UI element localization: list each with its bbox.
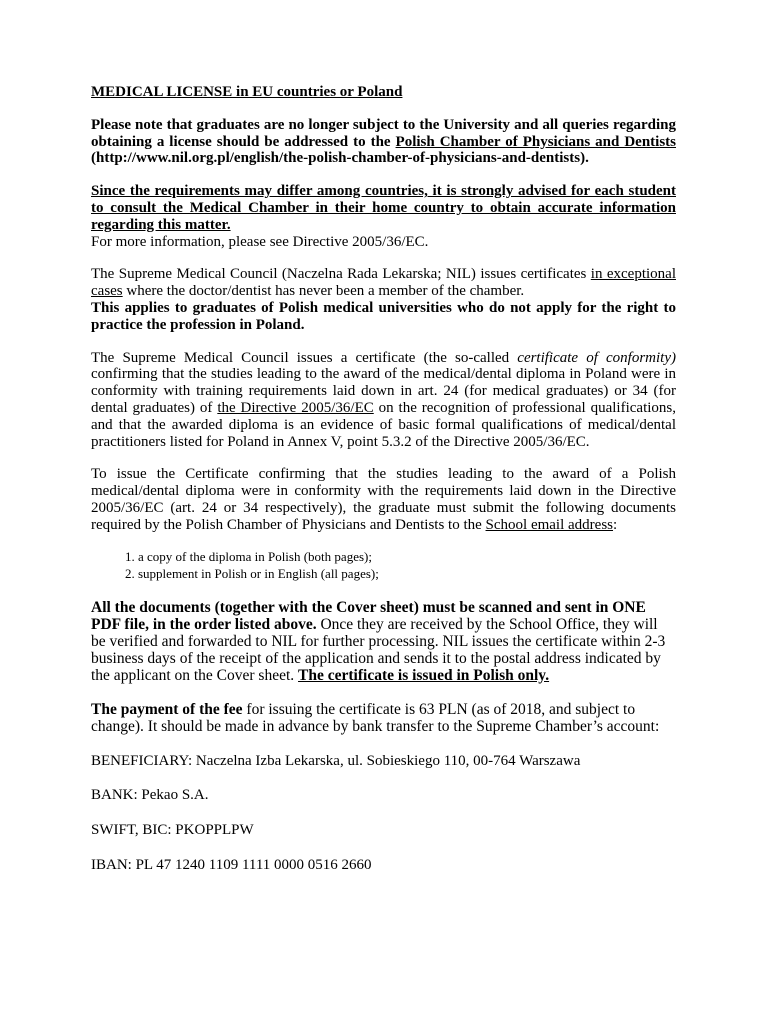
- bank-line: BANK: Pekao S.A.: [91, 787, 209, 804]
- issue-lead: To issue the Certificate confirming that the studies leading to the award of a Polish medical/dental diploma were in conformity with the requirements laid down in the Directive 2005/36/EC (art. 24 or 34 respectively), the graduate must submit the following documents required by the Polish Chamber of Physicians and Dentists to the: [91, 466, 676, 533]
- conformity-mid: confirming that the studies leading to the award of the medical/dental diploma in Poland were in conformity with training requirements laid down in art. 24 (for medical graduates) or 34 (for dental graduates) of: [91, 366, 676, 416]
- list-item: 2. supplement in Polish or in English (all pages);: [138, 565, 676, 582]
- documents-text: Once they are received by the School Office, they will be verified and forwarded to NIL for further processing. NIL issues the certificate within 2-3 business days of the receipt of the application and sends it to the postal address indicated by the applicant on the Cover sheet.: [91, 615, 666, 684]
- payment-paragraph: [91, 701, 676, 735]
- intro-lead: Please note that graduates are no longer subject to the University and all queries regarding obtaining a license should be addressed to the: [91, 116, 676, 150]
- page-title: MEDICAL LICENSE in EU countries or Poland: [91, 84, 403, 100]
- documents-list: [91, 548, 676, 582]
- directive-link[interactable]: the Directive 2005/36/EC: [217, 399, 374, 416]
- payment-bold: The payment of the fee: [91, 700, 243, 718]
- warning-paragraph: Since the requirements may differ among countries, it is strongly advised for each student to consult the Medical Chamber in their home country to obtain accurate information regarding this matter.: [91, 183, 676, 233]
- conformity-tail: on the recognition of professional qualifications, and that the awarded diploma is an evidence of basic formal qualifications of medical/dental practitioners listed for Poland in Annex V, point 5.3.2 of the Directive 2005/36/EC.: [91, 399, 676, 450]
- conformity-lead: The Supreme Medical Council issues a certificate (the so-called: [91, 349, 518, 366]
- applies-paragraph: This applies to graduates of Polish medical universities who do not apply for the right to practice the profession in Poland.: [91, 299, 676, 333]
- documents-bold: All the documents (together with the Cover sheet) must be scanned and sent in ONE PDF file, in the order listed above.: [91, 598, 646, 633]
- school-email-link[interactable]: School email address: [485, 516, 614, 533]
- beneficiary-line: BENEFICIARY: Naczelna Izba Lekarska, ul. Sobieskiego 110, 00-764 Warszawa: [91, 752, 581, 769]
- intro-paragraph: [91, 117, 676, 167]
- exceptional-cases: in exceptional cases: [91, 266, 676, 300]
- swift-line: SWIFT, BIC: PKOPPLPW: [91, 822, 254, 839]
- council-tail: where the doctor/dentist has never been a member of the chamber.: [122, 283, 525, 300]
- iban-line: IBAN: PL 47 1240 1109 1111 0000 0516 2660: [91, 856, 372, 873]
- polish-only-note: The certificate is issued in Polish only.: [298, 666, 550, 684]
- issue-tail: :: [613, 516, 618, 533]
- conformity-paragraph: [91, 350, 676, 451]
- info-line: For more information, please see Directive 2005/36/EC.: [91, 233, 429, 250]
- payment-text: for issuing the certificate is 63 PLN (as of 2018, and subject to change). It should be made in advance by bank transfer to the Supreme Chamber’s account:: [91, 700, 660, 735]
- chamber-link[interactable]: Polish Chamber of Physicians and Dentists: [395, 133, 676, 150]
- documents-paragraph: [91, 599, 676, 684]
- council-lead: The Supreme Medical Council (Naczelna Rada Lekarska; NIL) issues certificates: [91, 266, 591, 283]
- conformity-term: certificate of conformity): [517, 349, 676, 366]
- issue-paragraph: [91, 466, 676, 533]
- council-paragraph: [91, 266, 676, 300]
- list-item: 1. a copy of the diploma in Polish (both pages);: [138, 548, 676, 565]
- intro-url: (http://www.nil.org.pl/english/the-polish-chamber-of-physicians-and-dentists).: [91, 150, 589, 167]
